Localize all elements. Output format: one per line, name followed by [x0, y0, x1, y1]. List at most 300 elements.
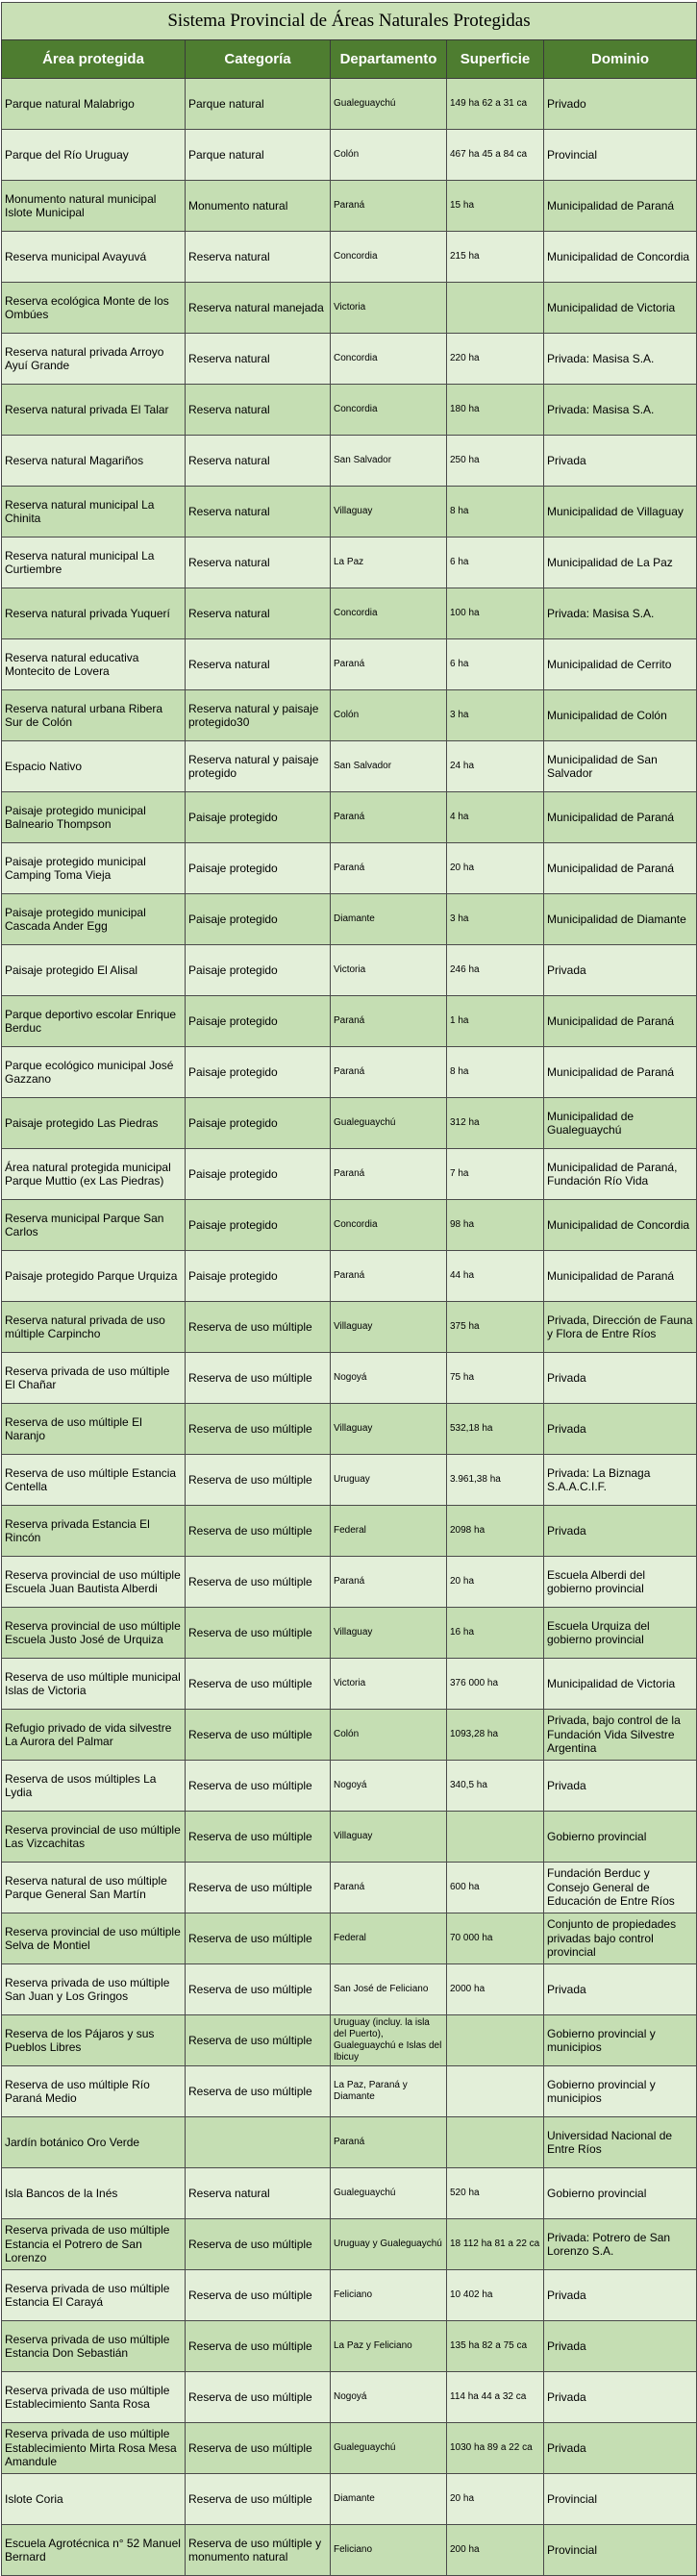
cell-dominio-text: Privada: La Biznaga S.A.A.C.I.F.: [547, 1465, 651, 1493]
cell-departamento-text: San Salvador: [334, 455, 392, 465]
cell-categoria-text: Paisaje protegido: [188, 912, 278, 926]
table-row: [2, 1812, 697, 1863]
cell-superficie: [447, 1761, 544, 1812]
column-header-superficie[interactable]: Superficie: [447, 40, 544, 79]
cell-departamento-text: Diamante: [334, 2493, 375, 2504]
cell-superficie-text: 4 ha: [450, 812, 469, 822]
cell-departamento-text: Feliciano: [334, 2289, 373, 2300]
table-row: [2, 588, 697, 639]
cell-departamento: [331, 1710, 447, 1761]
cell-dominio: [544, 588, 697, 639]
cell-categoria-text: Reserva natural manejada: [188, 300, 324, 314]
cell-categoria-text: Paisaje protegido: [188, 810, 278, 824]
cell-dominio-text: Fundación Berduc y Consejo General de Educación de Entre Ríos: [547, 1866, 675, 1909]
cell-superficie-text: 600 ha: [450, 1882, 480, 1892]
cell-departamento: [331, 2372, 447, 2423]
cell-categoria: [186, 2168, 331, 2219]
cell-superficie: [447, 79, 544, 130]
cell-categoria-text: Parque natural: [188, 147, 264, 162]
cell-departamento: [331, 1964, 447, 2015]
cell-dominio: [544, 1659, 697, 1710]
cell-area-text: Jardín botánico Oro Verde: [5, 2135, 140, 2149]
cell-superficie-text: 16 ha: [450, 1627, 475, 1638]
cell-dominio: [544, 1557, 697, 1608]
cell-superficie: [447, 1608, 544, 1659]
cell-superficie-text: 6 ha: [450, 557, 469, 567]
cell-departamento: [331, 996, 447, 1047]
cell-area: [2, 232, 186, 283]
protected-areas-table: [1, 2, 697, 2576]
cell-superficie: [447, 1251, 544, 1302]
table-row: [2, 1863, 697, 1913]
cell-dominio: [544, 1964, 697, 2015]
cell-departamento-text: Gualeguaychú: [334, 2188, 396, 2198]
cell-superficie: [447, 2372, 544, 2423]
cell-categoria: [186, 79, 331, 130]
cell-area-text: Reserva de uso múltiple El Naranjo: [5, 1414, 142, 1442]
cell-categoria-text: Reserva de uso múltiple: [188, 1829, 312, 1843]
table-row: [2, 487, 697, 538]
table-row: [2, 1302, 697, 1353]
cell-dominio-text: Municipalidad de Diamante: [547, 912, 686, 926]
cell-dominio: [544, 1302, 697, 1353]
table-row: [2, 1659, 697, 1710]
cell-departamento-text: Concordia: [334, 251, 378, 262]
cell-dominio-text: Privada: Masisa S.A.: [547, 351, 655, 365]
cell-dominio-text: Privada: [547, 2440, 586, 2455]
cell-departamento: [331, 690, 447, 741]
cell-area-text: Paisaje protegido Parque Urquiza: [5, 1268, 178, 1283]
cell-categoria-text: Reserva de uso múltiple: [188, 2237, 312, 2251]
cell-area-text: Reserva provincial de uso múltiple Selva de Montiel: [5, 1924, 181, 1952]
cell-departamento-text: Paraná: [334, 1168, 365, 1179]
cell-superficie-text: 532,18 ha: [450, 1423, 493, 1434]
cell-departamento-text: Nogoyá: [334, 1780, 367, 1790]
cell-area: [2, 1863, 186, 1913]
cell-categoria-text: Reserva de uso múltiple: [188, 2033, 312, 2047]
cell-categoria: [186, 1302, 331, 1353]
table-row: [2, 283, 697, 334]
cell-superficie-text: 375 ha: [450, 1321, 480, 1332]
cell-departamento-text: Concordia: [334, 353, 378, 363]
table-title: Sistema Provincial de Áreas Naturales Protegidas: [1, 2, 697, 39]
cell-departamento-text: Paraná: [334, 659, 365, 669]
cell-dominio-text: Municipalidad de Paraná, Fundación Río Vida: [547, 1160, 678, 1188]
column-header-area[interactable]: Área protegida: [2, 40, 186, 79]
cell-area: [2, 385, 186, 436]
cell-departamento-text: Uruguay: [334, 1474, 370, 1485]
cell-superficie: [447, 1506, 544, 1557]
cell-area: [2, 436, 186, 487]
cell-dominio-text: Privada: [547, 963, 586, 977]
cell-area: [2, 1149, 186, 1200]
cell-departamento: [331, 436, 447, 487]
cell-departamento-text: Gualeguaychú: [334, 1117, 396, 1128]
cell-categoria-text: Reserva de uso múltiple: [188, 1421, 312, 1436]
table-row: [2, 2117, 697, 2168]
cell-categoria-text: Reserva de uso múltiple: [188, 1574, 312, 1588]
cell-categoria: [186, 843, 331, 894]
cell-categoria: [186, 2423, 331, 2474]
table-row: [2, 690, 697, 741]
table-row: [2, 385, 697, 436]
cell-categoria: [186, 1659, 331, 1710]
cell-superficie: [447, 2423, 544, 2474]
cell-departamento: [331, 1659, 447, 1710]
cell-area-text: Reserva privada de uso múltiple San Juan y Los Gringos: [5, 1975, 170, 2003]
cell-dominio-text: Privada: [547, 2389, 586, 2404]
cell-departamento: [331, 2168, 447, 2219]
cell-dominio: [544, 334, 697, 385]
cell-area-text: Espacio Nativo: [5, 759, 83, 773]
cell-dominio-text: Escuela Urquiza del gobierno provincial: [547, 1618, 650, 1646]
cell-dominio: [544, 1506, 697, 1557]
cell-departamento: [331, 2219, 447, 2270]
cell-departamento-text: Concordia: [334, 404, 378, 414]
cell-departamento: [331, 232, 447, 283]
cell-dominio-text: Provincial: [547, 2491, 598, 2506]
cell-departamento-text: Uruguay y Gualeguaychú: [334, 2238, 442, 2249]
cell-departamento-text: Colón: [334, 149, 360, 160]
cell-area-text: Reserva privada de uso múltiple Establecimiento Santa Rosa: [5, 2383, 170, 2411]
table-row: [2, 436, 697, 487]
cell-departamento-text: Paraná: [334, 1015, 365, 1026]
cell-area-text: Monumento natural municipal Islote Municipal: [5, 191, 157, 219]
cell-dominio: [544, 130, 697, 181]
cell-categoria-text: Paisaje protegido: [188, 861, 278, 875]
cell-dominio-text: Gobierno provincial: [547, 1829, 647, 1843]
cell-area-text: Parque del Río Uruguay: [5, 147, 129, 162]
cell-dominio: [544, 2117, 697, 2168]
cell-departamento-text: Paraná: [334, 200, 365, 211]
table-row: [2, 1506, 697, 1557]
cell-dominio: [544, 894, 697, 945]
table-row: [2, 232, 697, 283]
cell-categoria: [186, 1863, 331, 1913]
cell-dominio: [544, 283, 697, 334]
cell-departamento: [331, 843, 447, 894]
cell-area: [2, 1404, 186, 1455]
cell-departamento-text: Paraná: [334, 1882, 365, 1892]
cell-categoria-text: Paisaje protegido: [188, 1115, 278, 1130]
cell-area: [2, 1659, 186, 1710]
cell-dominio-text: Privado: [547, 96, 586, 111]
cell-categoria: [186, 2219, 331, 2270]
cell-superficie-text: 135 ha 82 a 75 ca: [450, 2340, 528, 2351]
cell-departamento: [331, 1913, 447, 1964]
cell-categoria: [186, 1098, 331, 1149]
cell-dominio: [544, 741, 697, 792]
cell-area-text: Paisaje protegido municipal Balneario Thompson: [5, 803, 146, 831]
table-row: [2, 1455, 697, 1506]
cell-dominio-text: Privada: [547, 1778, 586, 1792]
cell-area: [2, 2423, 186, 2474]
cell-superficie-text: 18 112 ha 81 a 22 ca: [450, 2238, 540, 2249]
cell-area-text: Isla Bancos de la Inés: [5, 2186, 118, 2200]
cell-area: [2, 2015, 186, 2066]
cell-area: [2, 181, 186, 232]
cell-superficie: [447, 996, 544, 1047]
cell-dominio: [544, 1200, 697, 1251]
cell-departamento: [331, 1812, 447, 1863]
cell-categoria: [186, 1404, 331, 1455]
cell-categoria-text: Reserva de uso múltiple: [188, 1676, 312, 1690]
cell-departamento-text: Federal: [334, 1933, 366, 1943]
cell-departamento: [331, 79, 447, 130]
table-row: [2, 1964, 697, 2015]
column-header-departamento[interactable]: Departamento: [331, 40, 447, 79]
cell-categoria: [186, 792, 331, 843]
cell-superficie: [447, 1812, 544, 1863]
cell-area: [2, 2270, 186, 2321]
cell-categoria: [186, 385, 331, 436]
cell-categoria-text: Paisaje protegido: [188, 1268, 278, 1283]
cell-area: [2, 130, 186, 181]
table-row: [2, 2168, 697, 2219]
cell-departamento-text: Uruguay (incluy. la isla del Puerto), Gualeguaychú e Islas del Ibicuy: [334, 2017, 442, 2063]
cell-departamento-text: Colón: [334, 710, 360, 720]
cell-dominio: [544, 2270, 697, 2321]
cell-dominio-text: Municipalidad de Paraná: [547, 810, 675, 824]
cell-dominio-text: Privada: [547, 1982, 586, 1996]
cell-superficie-text: 3.961,38 ha: [450, 1474, 501, 1485]
cell-area-text: Reserva natural de uso múltiple Parque General San Martín: [5, 1873, 167, 1901]
cell-superficie-text: 7 ha: [450, 1168, 469, 1179]
cell-dominio: [544, 945, 697, 996]
cell-area: [2, 79, 186, 130]
cell-superficie-text: 340,5 ha: [450, 1780, 487, 1790]
cell-area-text: Paisaje protegido El Alisal: [5, 963, 138, 977]
cell-dominio: [544, 792, 697, 843]
cell-area-text: Reserva privada de uso múltiple Estancia el Potrero de San Lorenzo: [5, 2223, 170, 2265]
cell-dominio-text: Municipalidad de Cerrito: [547, 657, 672, 671]
table-row: [2, 2270, 697, 2321]
cell-area: [2, 894, 186, 945]
cell-categoria: [186, 2321, 331, 2372]
cell-dominio-text: Privada: Masisa S.A.: [547, 402, 655, 416]
cell-categoria-text: Reserva de uso múltiple: [188, 2389, 312, 2404]
cell-superficie-text: 44 ha: [450, 1270, 475, 1281]
cell-superficie: [447, 1047, 544, 1098]
table-row: [2, 2321, 697, 2372]
cell-departamento-text: Villaguay: [334, 506, 373, 516]
cell-area: [2, 1047, 186, 1098]
cell-superficie: [447, 283, 544, 334]
cell-superficie: [447, 1455, 544, 1506]
cell-superficie: [447, 1200, 544, 1251]
cell-dominio: [544, 1455, 697, 1506]
cell-dominio-text: Municipalidad de San Salvador: [547, 752, 658, 780]
cell-categoria: [186, 232, 331, 283]
cell-dominio: [544, 2372, 697, 2423]
cell-dominio-text: Municipalidad de Paraná: [547, 861, 675, 875]
cell-superficie-text: 3 ha: [450, 710, 469, 720]
cell-area-text: Reserva privada de uso múltiple El Chañar: [5, 1363, 170, 1391]
cell-categoria: [186, 1455, 331, 1506]
cell-categoria-text: Reserva de uso múltiple: [188, 1778, 312, 1792]
cell-area-text: Paisaje protegido municipal Cascada Ander Egg: [5, 905, 146, 933]
cell-categoria: [186, 2066, 331, 2117]
cell-superficie-text: 3 ha: [450, 913, 469, 924]
cell-area: [2, 538, 186, 588]
column-header-categoria[interactable]: Categoría: [186, 40, 331, 79]
cell-superficie: [447, 385, 544, 436]
cell-area: [2, 1455, 186, 1506]
cell-departamento-text: Concordia: [334, 1219, 378, 1230]
cell-categoria-text: Paisaje protegido: [188, 963, 278, 977]
cell-superficie-text: 8 ha: [450, 506, 469, 516]
cell-departamento: [331, 2525, 447, 2576]
cell-categoria: [186, 894, 331, 945]
cell-superficie-text: 20 ha: [450, 2493, 475, 2504]
cell-categoria-text: Reserva natural: [188, 351, 270, 365]
cell-categoria: [186, 1964, 331, 2015]
cell-superficie: [447, 181, 544, 232]
cell-dominio: [544, 232, 697, 283]
cell-dominio: [544, 1251, 697, 1302]
cell-dominio-text: Gobierno provincial y municipios: [547, 2077, 656, 2105]
cell-departamento-text: San José de Feliciano: [334, 1984, 429, 1994]
cell-area-text: Reserva de uso múltiple Río Paraná Medio: [5, 2077, 150, 2105]
cell-superficie-text: 20 ha: [450, 1576, 475, 1587]
cell-superficie-text: 2000 ha: [450, 1984, 485, 1994]
cell-area: [2, 1913, 186, 1964]
cell-departamento: [331, 1455, 447, 1506]
cell-categoria-text: Reserva de uso múltiple: [188, 1370, 312, 1385]
cell-superficie: [447, 2474, 544, 2525]
cell-departamento-text: Nogoyá: [334, 1372, 367, 1383]
cell-categoria-text: Reserva de uso múltiple: [188, 2084, 312, 2098]
cell-superficie-text: 2098 ha: [450, 1525, 485, 1536]
cell-departamento: [331, 1863, 447, 1913]
cell-categoria-text: Reserva de uso múltiple y monumento natural: [188, 2536, 322, 2563]
cell-categoria: [186, 1149, 331, 1200]
cell-superficie-text: 98 ha: [450, 1219, 475, 1230]
cell-dominio-text: Privada: Masisa S.A.: [547, 606, 655, 620]
cell-superficie: [447, 2219, 544, 2270]
cell-departamento-text: Villaguay: [334, 1627, 373, 1638]
cell-superficie: [447, 538, 544, 588]
cell-area-text: Reserva natural municipal La Curtiembre: [5, 548, 155, 576]
table-row: [2, 1200, 697, 1251]
cell-dominio: [544, 2321, 697, 2372]
cell-superficie: [447, 487, 544, 538]
cell-area: [2, 1608, 186, 1659]
cell-area: [2, 1964, 186, 2015]
cell-area-text: Islote Coria: [5, 2491, 63, 2506]
cell-area-text: Reserva privada Estancia El Rincón: [5, 1516, 150, 1544]
cell-superficie-text: 200 ha: [450, 2544, 480, 2555]
table-row: [2, 538, 697, 588]
cell-departamento: [331, 2321, 447, 2372]
table-row: [2, 1047, 697, 1098]
cell-area-text: Reserva privada de uso múltiple Estancia El Carayá: [5, 2281, 170, 2309]
cell-dominio: [544, 1098, 697, 1149]
cell-categoria: [186, 690, 331, 741]
cell-categoria-text: Reserva natural: [188, 2186, 270, 2200]
table-row: [2, 2015, 697, 2066]
cell-categoria: [186, 945, 331, 996]
cell-dominio: [544, 1047, 697, 1098]
cell-categoria-text: Reserva de uso múltiple: [188, 1880, 312, 1894]
cell-superficie: [447, 2321, 544, 2372]
cell-departamento-text: Villaguay: [334, 1423, 373, 1434]
cell-dominio-text: Municipalidad de Colón: [547, 708, 667, 722]
cell-categoria: [186, 1608, 331, 1659]
cell-departamento: [331, 2270, 447, 2321]
cell-departamento-text: Paraná: [334, 1066, 365, 1077]
cell-departamento: [331, 538, 447, 588]
table-row: [2, 741, 697, 792]
cell-area: [2, 2474, 186, 2525]
cell-categoria: [186, 1200, 331, 1251]
cell-dominio-text: Municipalidad de Gualeguaychú: [547, 1109, 635, 1137]
table-row: [2, 1149, 697, 1200]
cell-dominio-text: Privada, bajo control de la Fundación Vida Silvestre Argentina: [547, 1713, 681, 1756]
cell-dominio-text: Privada: [547, 1523, 586, 1538]
cell-area-text: Reserva privada de uso múltiple Estancia Don Sebastián: [5, 2332, 170, 2360]
cell-superficie: [447, 1149, 544, 1200]
table-row: [2, 792, 697, 843]
column-header-dominio[interactable]: Dominio: [544, 40, 697, 79]
cell-area: [2, 996, 186, 1047]
cell-dominio-text: Municipalidad de Victoria: [547, 300, 676, 314]
cell-superficie: [447, 232, 544, 283]
cell-area: [2, 1506, 186, 1557]
cell-categoria: [186, 2474, 331, 2525]
cell-superficie-text: 1030 ha 89 a 22 ca: [450, 2442, 533, 2453]
cell-departamento: [331, 1149, 447, 1200]
cell-superficie-text: 467 ha 45 a 84 ca: [450, 149, 528, 160]
cell-categoria: [186, 436, 331, 487]
cell-categoria: [186, 2117, 331, 2168]
cell-area: [2, 1710, 186, 1761]
cell-departamento-text: Feliciano: [334, 2544, 373, 2555]
cell-categoria: [186, 639, 331, 690]
cell-categoria-text: Reserva natural: [188, 606, 270, 620]
cell-area: [2, 588, 186, 639]
cell-superficie: [447, 334, 544, 385]
cell-area-text: Reserva provincial de uso múltiple Las Vizcachitas: [5, 1822, 181, 1850]
cell-departamento: [331, 2066, 447, 2117]
cell-superficie: [447, 843, 544, 894]
cell-area: [2, 741, 186, 792]
cell-categoria: [186, 538, 331, 588]
cell-superficie-text: 376 000 ha: [450, 1678, 499, 1688]
cell-area-text: Área natural protegida municipal Parque Muttio (ex Las Piedras): [5, 1160, 171, 1188]
cell-categoria-text: Monumento natural: [188, 198, 288, 213]
cell-superficie-text: 312 ha: [450, 1117, 480, 1128]
cell-categoria-text: Reserva natural y paisaje protegido: [188, 752, 319, 780]
cell-categoria: [186, 1506, 331, 1557]
cell-superficie-text: 180 ha: [450, 404, 480, 414]
cell-dominio: [544, 385, 697, 436]
cell-dominio-text: Escuela Alberdi del gobierno provincial: [547, 1567, 646, 1595]
cell-area-text: Reserva natural privada El Talar: [5, 402, 169, 416]
cell-area-text: Reserva de uso múltiple Estancia Centella: [5, 1465, 177, 1493]
cell-superficie-text: 520 ha: [450, 2188, 480, 2198]
cell-area: [2, 1761, 186, 1812]
cell-superficie: [447, 2525, 544, 2576]
cell-departamento: [331, 2423, 447, 2474]
cell-dominio-text: Municipalidad de La Paz: [547, 555, 673, 569]
cell-departamento: [331, 1761, 447, 1812]
cell-superficie: [447, 1964, 544, 2015]
cell-dominio: [544, 2168, 697, 2219]
cell-dominio-text: Privada: [547, 453, 586, 467]
cell-categoria: [186, 2015, 331, 2066]
cell-categoria: [186, 130, 331, 181]
